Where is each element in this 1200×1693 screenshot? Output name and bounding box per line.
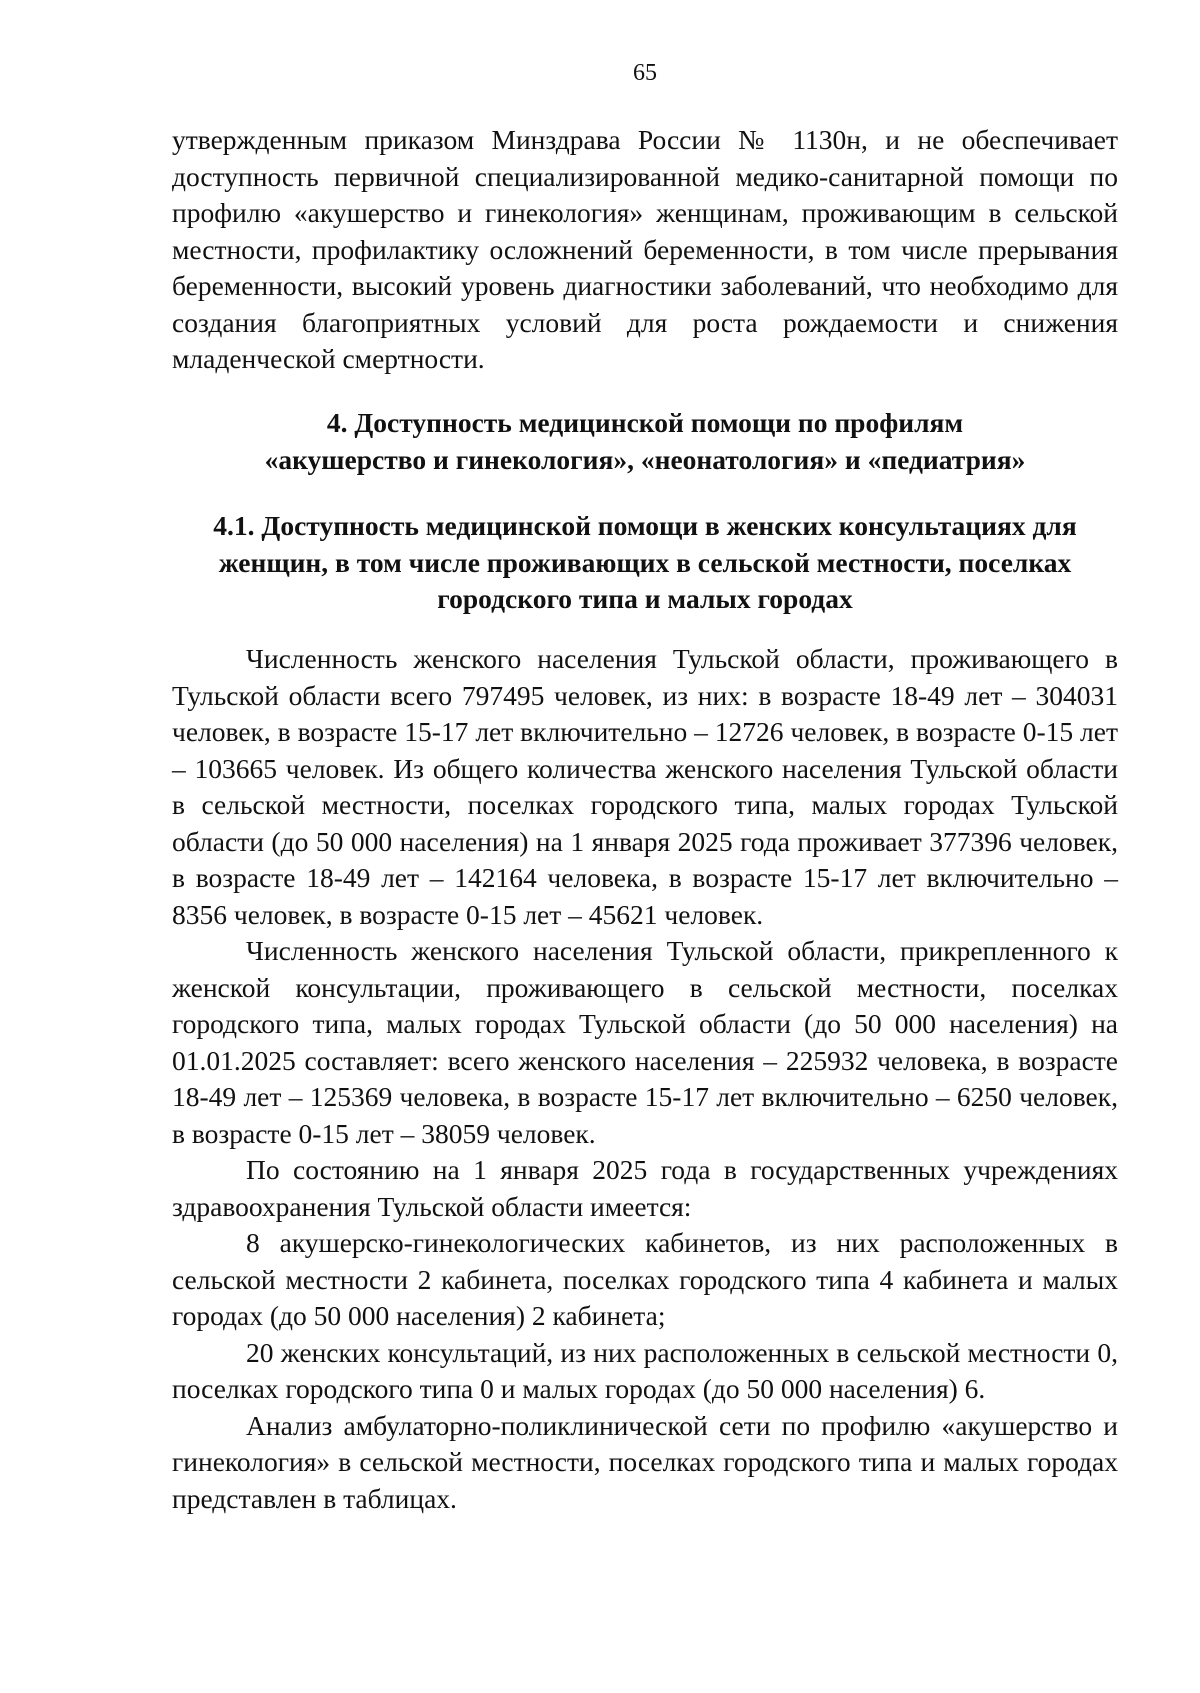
page-number: 65 — [633, 60, 657, 86]
section-heading-line-2: «акушерство и гинекология», «неонатология» и «педиатрия» — [264, 443, 1026, 475]
paragraph-womens-consultations: 20 женских консультаций, из них расположенных в сельской местности 0, поселках городского типа 0 и малых городах (до 50 000 населения) 6. — [172, 1336, 1118, 1404]
paragraph-network-analysis: Анализ амбулаторно-поликлинической сети по профилю «акушерство и гинекология» в сельской местности, поселках городского типа и малых городах представлен в таблицах. — [172, 1409, 1118, 1514]
subsection-heading-line-2: женщин, в том числе проживающих в сельской местности, поселках — [218, 546, 1072, 578]
main-text-block — [172, 641, 1118, 1517]
subsection-heading-line-1: 4.1. Доступность медицинской помощи в женских консультациях для — [213, 510, 1077, 541]
paragraph-attached-population: Численность женского населения Тульской области, прикрепленного к женской консультации, проживающего в сельской местности, поселках городского типа, малых городах Тульской области (до 50 000 населения) на 01.01.2025 составляет: всего женского населения – 225932 человека, в возрасте 18-49 лет – 125369 человека, в возрасте 15-17 лет включительно – 6250 человек, в возрасте 0-15 лет – 38059 человек. — [172, 935, 1118, 1149]
paragraph-female-population: Численность женского населения Тульской области, проживающего в Тульской области всего 797495 человек, из них: в возрасте 18-49 лет – 304031 человек, в возрасте 15-17 лет включительно – 12726 человек, в возрасте 0-15 лет – 103665 человек. Из общего количества женского населения Тульской области в сельской местности, поселках городского типа, малых городах Тульской области (до 50 000 населения) на 1 января 2025 года проживает 377396 человек, в возрасте 18-49 лет – 142164 человека, в возрасте 15-17 лет включительно – 8356 человек, в возрасте 0-15 лет – 45621 человек. — [172, 643, 1118, 930]
section-heading — [172, 405, 1118, 478]
paragraph-institutions-intro: По состоянию на 1 января 2025 года в государственных учреждениях здравоохранения Тульской области имеется: — [172, 1154, 1118, 1222]
subsection-heading-line-3: городского типа и малых городах — [437, 583, 853, 614]
subsection-heading — [200, 508, 1090, 618]
section-heading-line-1: 4. Доступность медицинской помощи по профилям — [326, 407, 964, 438]
continued-paragraph: утвержденным приказом Минздрава России № 1130н, и не обеспечивает доступность первичной специализированной медико-санитарной помощи по профилю «акушерство и гинекология» женщинам, проживающим в сельской местности, профилактику осложнений беременности, в том числе прерывания беременности, высокий уровень диагностики заболеваний, что необходимо для создания благоприятных условий для роста рождаемости и снижения младенческой смертности. — [172, 124, 1118, 374]
paragraph-gynecology-offices: 8 акушерско-гинекологических кабинетов, из них расположенных в сельской местности 2 кабинета, поселках городского типа 4 кабинета и малых городах (до 50 000 населения) 2 кабинета; — [172, 1227, 1118, 1331]
